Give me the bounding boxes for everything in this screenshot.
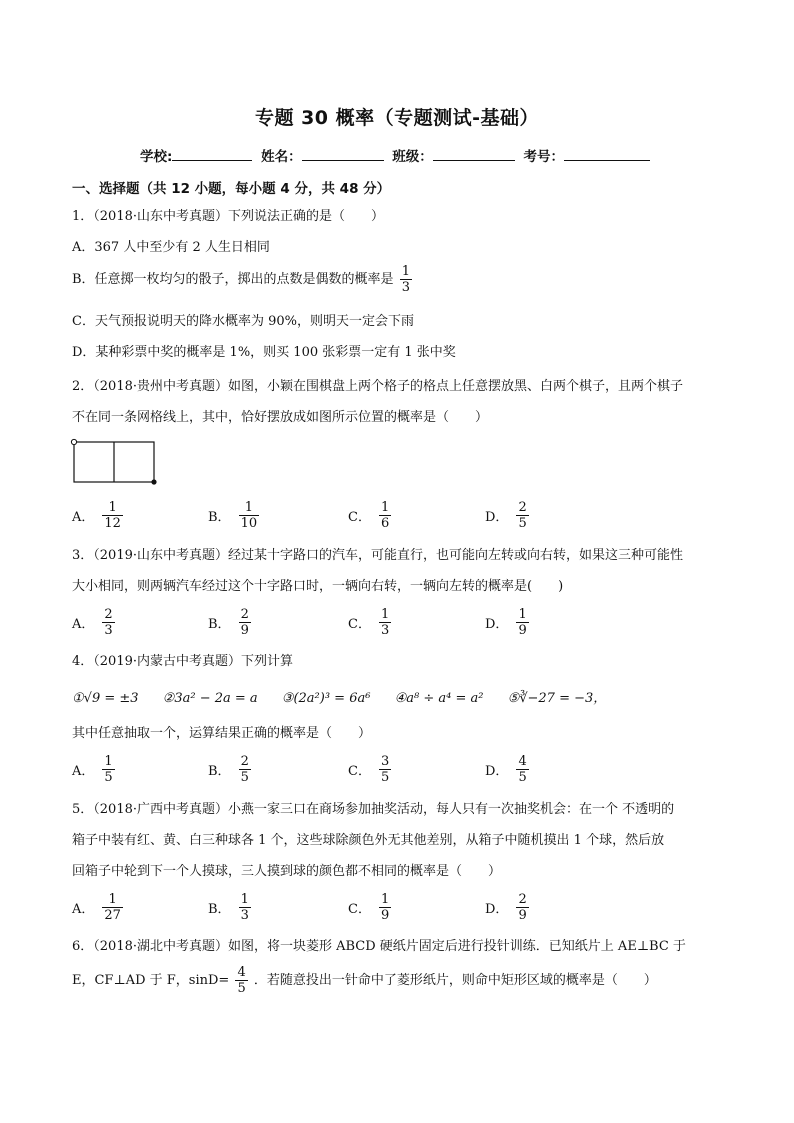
q5-option-b: B． $\frac{1}{3}$ bbox=[208, 892, 249, 923]
q1-option-b-text: B．任意掷一枚均匀的骰子，掷出的点数是偶数的概率是 bbox=[72, 272, 394, 287]
q2-option-d-fraction: $\frac{2}{5}$ bbox=[518, 500, 527, 531]
q6-stem-line2-pre: E，CF⊥AD 于 F，sinD= bbox=[72, 973, 230, 988]
q2-option-a-fraction: $\frac{1}{12}$ bbox=[104, 500, 121, 531]
q3-option-c-fraction: $\frac{1}{3}$ bbox=[380, 607, 390, 638]
q4-expr-3: ③(2a²)³ = 6a⁶ bbox=[281, 691, 371, 706]
q4-option-c: C． $\frac{3}{5}$ bbox=[348, 754, 390, 785]
school-blank[interactable] bbox=[172, 146, 252, 161]
q6-stem-line2-post: ．若随意投出一针命中了菱形纸片，则命中矩形区域的概率是（ ） bbox=[253, 973, 657, 988]
q3-option-d: D． $\frac{1}{9}$ bbox=[485, 607, 527, 638]
q5-option-b-fraction: $\frac{1}{3}$ bbox=[240, 892, 249, 923]
q3-option-b-fraction: $\frac{2}{9}$ bbox=[240, 607, 249, 638]
q5-option-c-fraction: $\frac{1}{9}$ bbox=[380, 892, 390, 923]
section-heading: 一、选择题（共 12 小题，每小题 4 分，共 48 分） bbox=[72, 181, 391, 197]
q1-option-b bbox=[72, 264, 414, 295]
class-blank[interactable] bbox=[433, 146, 515, 161]
go-board-figure bbox=[69, 436, 161, 490]
q6-stem-line1: 6．（2018·湖北中考真题）如图，将一块菱形 ABCD 硬纸片固定后进行投针训练．已知纸片上 AE⊥BC 于 bbox=[72, 939, 686, 954]
q5-option-d-fraction: $\frac{2}{9}$ bbox=[518, 892, 527, 923]
q2-option-b-fraction: $\frac{1}{10}$ bbox=[240, 500, 258, 531]
fraction-numerator: 1 bbox=[401, 264, 410, 279]
q2-stem-line1: 2．（2018·贵州中考真题）如图，小颖在围棋盘上两个格子的格点上任意摆放黑、白两个棋子，且两个棋子 bbox=[72, 379, 683, 394]
q1-stem: 1．（2018·山东中考真题）下列说法正确的是（ ） bbox=[72, 209, 384, 224]
q3-stem-line1: 3．（2019·山东中考真题）经过某十字路口的汽车，可能直行，也可能向左转或向右转，如果这三种可能性 bbox=[72, 548, 683, 563]
q6-stem-line2 bbox=[72, 965, 657, 996]
q6-sin-fraction: $\frac{4}{5}$ bbox=[237, 965, 246, 996]
q4-option-a: A． $\frac{1}{5}$ bbox=[72, 754, 113, 785]
q2-option-a: A． $\frac{1}{12}$ bbox=[72, 500, 121, 531]
q4-option-d-fraction: $\frac{4}{5}$ bbox=[518, 754, 527, 785]
q2-option-b: B． $\frac{1}{10}$ bbox=[208, 500, 258, 531]
q4-option-c-fraction: $\frac{3}{5}$ bbox=[380, 754, 390, 785]
q4-option-a-fraction: $\frac{1}{5}$ bbox=[104, 754, 113, 785]
black-stone-icon bbox=[151, 479, 156, 484]
q4-stem: 4．（2019·内蒙古中考真题）下列计算 bbox=[72, 654, 293, 669]
q4-option-d: D． $\frac{4}{5}$ bbox=[485, 754, 527, 785]
q2-option-d: D． $\frac{2}{5}$ bbox=[485, 500, 527, 531]
q1-option-a: A．367 人中至少有 2 人生日相同 bbox=[72, 240, 270, 255]
white-stone-icon bbox=[71, 439, 76, 444]
q1-option-d: D．某种彩票中奖的概率是 1%，则买 100 张彩票一定有 1 张中奖 bbox=[72, 345, 456, 360]
q4-expressions bbox=[72, 689, 606, 709]
fraction-denominator: 3 bbox=[401, 280, 410, 295]
q5-option-d: D． $\frac{2}{9}$ bbox=[485, 892, 527, 923]
name-label: 姓名： bbox=[261, 149, 302, 165]
id-label: 考号： bbox=[523, 149, 564, 165]
q2-option-c: C． $\frac{1}{6}$ bbox=[348, 500, 390, 531]
q1-option-b-fraction bbox=[400, 264, 412, 295]
class-label: 班级： bbox=[392, 149, 433, 165]
q3-option-d-fraction: $\frac{1}{9}$ bbox=[518, 607, 527, 638]
q4-option-b-fraction: $\frac{2}{5}$ bbox=[240, 754, 249, 785]
q4-stem-line2: 其中任意抽取一个，运算结果正确的概率是（ ） bbox=[72, 726, 372, 741]
q1-option-c: C．天气预报说明天的降水概率为 90%，则明天一定会下雨 bbox=[72, 314, 414, 329]
q4-expr-2: ②3a² − 2a = a bbox=[162, 691, 258, 706]
q3-option-a: A． $\frac{2}{3}$ bbox=[72, 607, 113, 638]
q4-expr-1: ①√9 = ±3 bbox=[72, 691, 139, 706]
q3-option-b: B． $\frac{2}{9}$ bbox=[208, 607, 249, 638]
q3-option-c: C． $\frac{1}{3}$ bbox=[348, 607, 390, 638]
q4-expr-4: ④a⁸ ÷ a⁴ = a² bbox=[394, 691, 484, 706]
q5-stem-line3: 回箱子中轮到下一个人摸球，三人摸到球的颜色都不相同的概率是（ ） bbox=[72, 864, 502, 879]
student-info-line bbox=[0, 145, 794, 165]
page-title: 专题 30 概率（专题测试-基础） bbox=[254, 107, 540, 129]
q4-option-b: B． $\frac{2}{5}$ bbox=[208, 754, 249, 785]
q5-stem-line1: 5．（2018·广西中考真题）小燕一家三口在商场参加抽奖活动，每人只有一次抽奖机会：在一个 不透明的 bbox=[72, 802, 675, 817]
q5-option-a: A． $\frac{1}{27}$ bbox=[72, 892, 121, 923]
id-blank[interactable] bbox=[564, 146, 650, 161]
q3-stem-line2: 大小相同，则两辆汽车经过这个十字路口时，一辆向右转，一辆向左转的概率是( ) bbox=[72, 579, 564, 594]
q2-option-c-fraction: $\frac{1}{6}$ bbox=[380, 500, 390, 531]
school-label: 学校: bbox=[139, 149, 173, 165]
q5-option-a-fraction: $\frac{1}{27}$ bbox=[104, 892, 121, 923]
q3-option-a-fraction: $\frac{2}{3}$ bbox=[104, 607, 113, 638]
name-blank[interactable] bbox=[302, 146, 384, 161]
q4-expr-5: ⑤∛−27 = −3， bbox=[507, 691, 607, 706]
q5-stem-line2: 箱子中装有红、黄、白三种球各 1 个，这些球除颜色外无其他差别，从箱子中随机摸出 1 个球，然后放 bbox=[72, 833, 665, 848]
q2-stem-line2: 不在同一条网格线上，其中，恰好摆放成如图所示位置的概率是（ ） bbox=[72, 410, 489, 425]
q5-option-c: C． $\frac{1}{9}$ bbox=[348, 892, 390, 923]
